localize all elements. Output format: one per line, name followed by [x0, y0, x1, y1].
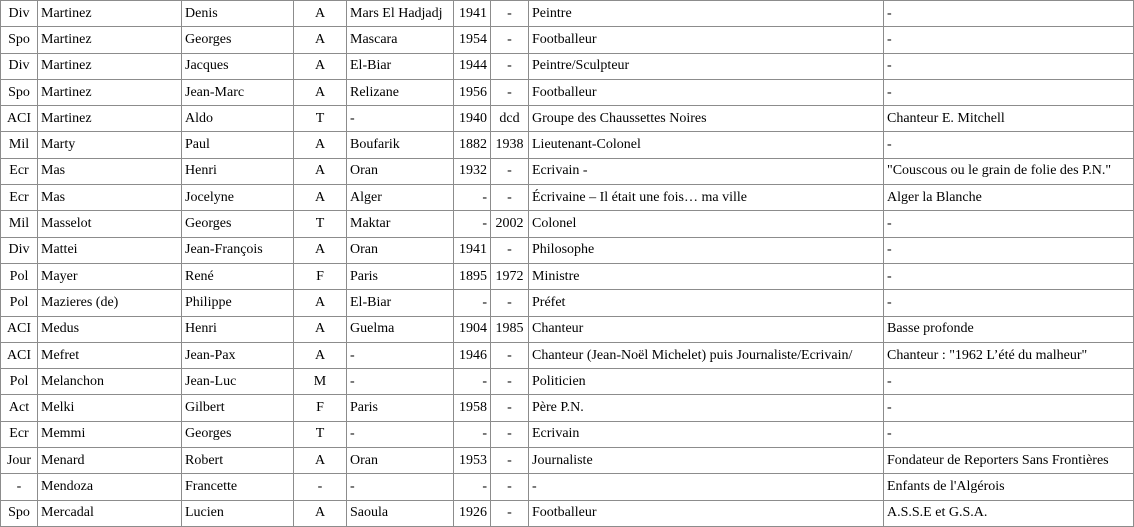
first-name-cell: Denis — [182, 1, 294, 27]
origin-code-cell: A — [294, 132, 347, 158]
origin-code-cell: F — [294, 263, 347, 289]
last-name-cell: Mas — [38, 185, 182, 211]
category-cell: Div — [1, 53, 38, 79]
first-name-cell: Gilbert — [182, 395, 294, 421]
table-row — [1, 1, 1134, 27]
category-cell: Div — [1, 237, 38, 263]
birthplace-cell: - — [347, 421, 454, 447]
origin-code-cell: - — [294, 474, 347, 500]
first-name-cell: Jean-François — [182, 237, 294, 263]
profession-cell: - — [529, 474, 884, 500]
profession-cell: Ecrivain — [529, 421, 884, 447]
origin-code-cell: T — [294, 211, 347, 237]
first-name-cell: Henri — [182, 316, 294, 342]
birth-year-cell: - — [454, 211, 491, 237]
table-body — [1, 1, 1134, 527]
profession-cell: Philosophe — [529, 237, 884, 263]
birthplace-cell: Saoula — [347, 500, 454, 526]
death-year-cell: - — [491, 290, 529, 316]
category-cell: ACI — [1, 342, 38, 368]
origin-code-cell: A — [294, 79, 347, 105]
table-row — [1, 237, 1134, 263]
birth-year-cell: 1941 — [454, 1, 491, 27]
category-cell: Spo — [1, 27, 38, 53]
death-year-cell: - — [491, 27, 529, 53]
birthplace-cell: El-Biar — [347, 53, 454, 79]
first-name-cell: Georges — [182, 27, 294, 53]
death-year-cell: - — [491, 421, 529, 447]
remark-cell: - — [884, 79, 1134, 105]
first-name-cell: Paul — [182, 132, 294, 158]
death-year-cell: 1938 — [491, 132, 529, 158]
remark-cell: - — [884, 211, 1134, 237]
profession-cell: Journaliste — [529, 448, 884, 474]
death-year-cell: dcd — [491, 106, 529, 132]
profession-cell: Écrivaine – Il était une fois… ma ville — [529, 185, 884, 211]
remark-cell: - — [884, 395, 1134, 421]
first-name-cell: René — [182, 263, 294, 289]
table-row — [1, 369, 1134, 395]
birth-year-cell: 1956 — [454, 79, 491, 105]
first-name-cell: Robert — [182, 448, 294, 474]
birthplace-cell: - — [347, 342, 454, 368]
birth-year-cell: 1946 — [454, 342, 491, 368]
death-year-cell: - — [491, 448, 529, 474]
table-row — [1, 79, 1134, 105]
origin-code-cell: M — [294, 369, 347, 395]
death-year-cell: - — [491, 342, 529, 368]
death-year-cell: - — [491, 185, 529, 211]
origin-code-cell: A — [294, 448, 347, 474]
death-year-cell: - — [491, 474, 529, 500]
category-cell: Jour — [1, 448, 38, 474]
first-name-cell: Aldo — [182, 106, 294, 132]
category-cell: Pol — [1, 263, 38, 289]
remark-cell: Basse profonde — [884, 316, 1134, 342]
remark-cell: - — [884, 53, 1134, 79]
last-name-cell: Mayer — [38, 263, 182, 289]
first-name-cell: Jean-Pax — [182, 342, 294, 368]
birth-year-cell: - — [454, 369, 491, 395]
birthplace-cell: Maktar — [347, 211, 454, 237]
last-name-cell: Martinez — [38, 1, 182, 27]
first-name-cell: Georges — [182, 421, 294, 447]
category-cell: ACI — [1, 106, 38, 132]
remark-cell: - — [884, 290, 1134, 316]
last-name-cell: Mazieres (de) — [38, 290, 182, 316]
birth-year-cell: - — [454, 290, 491, 316]
last-name-cell: Mercadal — [38, 500, 182, 526]
profession-cell: Peintre/Sculpteur — [529, 53, 884, 79]
table-row — [1, 500, 1134, 526]
origin-code-cell: A — [294, 185, 347, 211]
category-cell: Mil — [1, 211, 38, 237]
birthplace-cell: Oran — [347, 448, 454, 474]
profession-cell: Chanteur — [529, 316, 884, 342]
birth-year-cell: 1904 — [454, 316, 491, 342]
last-name-cell: Mas — [38, 158, 182, 184]
remark-cell: - — [884, 1, 1134, 27]
death-year-cell: - — [491, 237, 529, 263]
birthplace-cell: Mascara — [347, 27, 454, 53]
birthplace-cell: Paris — [347, 395, 454, 421]
table-row — [1, 263, 1134, 289]
remark-cell: Fondateur de Reporters Sans Frontières — [884, 448, 1134, 474]
last-name-cell: Mefret — [38, 342, 182, 368]
origin-code-cell: A — [294, 158, 347, 184]
death-year-cell: - — [491, 395, 529, 421]
table-row — [1, 211, 1134, 237]
birth-year-cell: 1944 — [454, 53, 491, 79]
table-row — [1, 448, 1134, 474]
death-year-cell: 1985 — [491, 316, 529, 342]
profession-cell: Footballeur — [529, 500, 884, 526]
category-cell: Pol — [1, 290, 38, 316]
last-name-cell: Martinez — [38, 79, 182, 105]
last-name-cell: Martinez — [38, 53, 182, 79]
birthplace-cell: Guelma — [347, 316, 454, 342]
last-name-cell: Mendoza — [38, 474, 182, 500]
origin-code-cell: A — [294, 290, 347, 316]
death-year-cell: - — [491, 1, 529, 27]
remark-cell: - — [884, 237, 1134, 263]
first-name-cell: Philippe — [182, 290, 294, 316]
birth-year-cell: 1958 — [454, 395, 491, 421]
category-cell: Spo — [1, 79, 38, 105]
category-cell: Spo — [1, 500, 38, 526]
birthplace-cell: Oran — [347, 237, 454, 263]
last-name-cell: Memmi — [38, 421, 182, 447]
profession-cell: Footballeur — [529, 27, 884, 53]
remark-cell: Chanteur E. Mitchell — [884, 106, 1134, 132]
birth-year-cell: 1953 — [454, 448, 491, 474]
birthplace-cell: Paris — [347, 263, 454, 289]
birthplace-cell: - — [347, 474, 454, 500]
death-year-cell: 2002 — [491, 211, 529, 237]
profession-cell: Groupe des Chaussettes Noires — [529, 106, 884, 132]
birthplace-cell: Alger — [347, 185, 454, 211]
last-name-cell: Melanchon — [38, 369, 182, 395]
birth-year-cell: 1932 — [454, 158, 491, 184]
profession-cell: Ministre — [529, 263, 884, 289]
profession-cell: Préfet — [529, 290, 884, 316]
origin-code-cell: A — [294, 342, 347, 368]
remark-cell: A.S.S.E et G.S.A. — [884, 500, 1134, 526]
profession-cell: Ecrivain - — [529, 158, 884, 184]
birth-year-cell: 1895 — [454, 263, 491, 289]
birth-year-cell: 1941 — [454, 237, 491, 263]
table-row — [1, 474, 1134, 500]
table-row — [1, 185, 1134, 211]
origin-code-cell: A — [294, 1, 347, 27]
first-name-cell: Francette — [182, 474, 294, 500]
origin-code-cell: A — [294, 53, 347, 79]
category-cell: Pol — [1, 369, 38, 395]
origin-code-cell: A — [294, 27, 347, 53]
last-name-cell: Masselot — [38, 211, 182, 237]
last-name-cell: Mattei — [38, 237, 182, 263]
birth-year-cell: 1926 — [454, 500, 491, 526]
profession-cell: Père P.N. — [529, 395, 884, 421]
origin-code-cell: A — [294, 237, 347, 263]
profession-cell: Lieutenant-Colonel — [529, 132, 884, 158]
birthplace-cell: Mars El Hadjadj — [347, 1, 454, 27]
last-name-cell: Medus — [38, 316, 182, 342]
remark-cell: Enfants de l'Algérois — [884, 474, 1134, 500]
category-cell: Mil — [1, 132, 38, 158]
profession-cell: Chanteur (Jean-Noël Michelet) puis Journaliste/Ecrivain/ — [529, 342, 884, 368]
last-name-cell: Martinez — [38, 27, 182, 53]
category-cell: Ecr — [1, 158, 38, 184]
table-row — [1, 395, 1134, 421]
remark-cell: - — [884, 132, 1134, 158]
last-name-cell: Melki — [38, 395, 182, 421]
first-name-cell: Henri — [182, 158, 294, 184]
table-row — [1, 27, 1134, 53]
table-row — [1, 158, 1134, 184]
first-name-cell: Jacques — [182, 53, 294, 79]
birthplace-cell: Oran — [347, 158, 454, 184]
last-name-cell: Menard — [38, 448, 182, 474]
table-row — [1, 132, 1134, 158]
birth-year-cell: 1882 — [454, 132, 491, 158]
category-cell: Div — [1, 1, 38, 27]
birthplace-cell: - — [347, 369, 454, 395]
first-name-cell: Jean-Marc — [182, 79, 294, 105]
remark-cell: - — [884, 263, 1134, 289]
category-cell: Act — [1, 395, 38, 421]
remark-cell: - — [884, 27, 1134, 53]
remark-cell: - — [884, 421, 1134, 447]
first-name-cell: Jocelyne — [182, 185, 294, 211]
remark-cell: - — [884, 369, 1134, 395]
origin-code-cell: A — [294, 500, 347, 526]
category-cell: ACI — [1, 316, 38, 342]
last-name-cell: Martinez — [38, 106, 182, 132]
category-cell: Ecr — [1, 421, 38, 447]
table-row — [1, 53, 1134, 79]
birthplace-cell: Relizane — [347, 79, 454, 105]
remark-cell: Alger la Blanche — [884, 185, 1134, 211]
profession-cell: Footballeur — [529, 79, 884, 105]
table-row — [1, 290, 1134, 316]
origin-code-cell: T — [294, 421, 347, 447]
remark-cell: "Couscous ou le grain de folie des P.N." — [884, 158, 1134, 184]
birthplace-cell: Boufarik — [347, 132, 454, 158]
death-year-cell: - — [491, 53, 529, 79]
category-cell: Ecr — [1, 185, 38, 211]
remark-cell: Chanteur : "1962 L’été du malheur" — [884, 342, 1134, 368]
death-year-cell: - — [491, 79, 529, 105]
table-row — [1, 421, 1134, 447]
profession-cell: Colonel — [529, 211, 884, 237]
profession-cell: Peintre — [529, 1, 884, 27]
death-year-cell: 1972 — [491, 263, 529, 289]
death-year-cell: - — [491, 158, 529, 184]
birth-year-cell: - — [454, 474, 491, 500]
death-year-cell: - — [491, 369, 529, 395]
category-cell: - — [1, 474, 38, 500]
death-year-cell: - — [491, 500, 529, 526]
table-row — [1, 316, 1134, 342]
first-name-cell: Jean-Luc — [182, 369, 294, 395]
origin-code-cell: T — [294, 106, 347, 132]
birth-year-cell: 1940 — [454, 106, 491, 132]
origin-code-cell: A — [294, 316, 347, 342]
birthplace-cell: - — [347, 106, 454, 132]
table-row — [1, 106, 1134, 132]
birthplace-cell: El-Biar — [347, 290, 454, 316]
first-name-cell: Lucien — [182, 500, 294, 526]
origin-code-cell: F — [294, 395, 347, 421]
birth-year-cell: - — [454, 421, 491, 447]
first-name-cell: Georges — [182, 211, 294, 237]
table-row — [1, 342, 1134, 368]
birth-year-cell: - — [454, 185, 491, 211]
profession-cell: Politicien — [529, 369, 884, 395]
last-name-cell: Marty — [38, 132, 182, 158]
birth-year-cell: 1954 — [454, 27, 491, 53]
